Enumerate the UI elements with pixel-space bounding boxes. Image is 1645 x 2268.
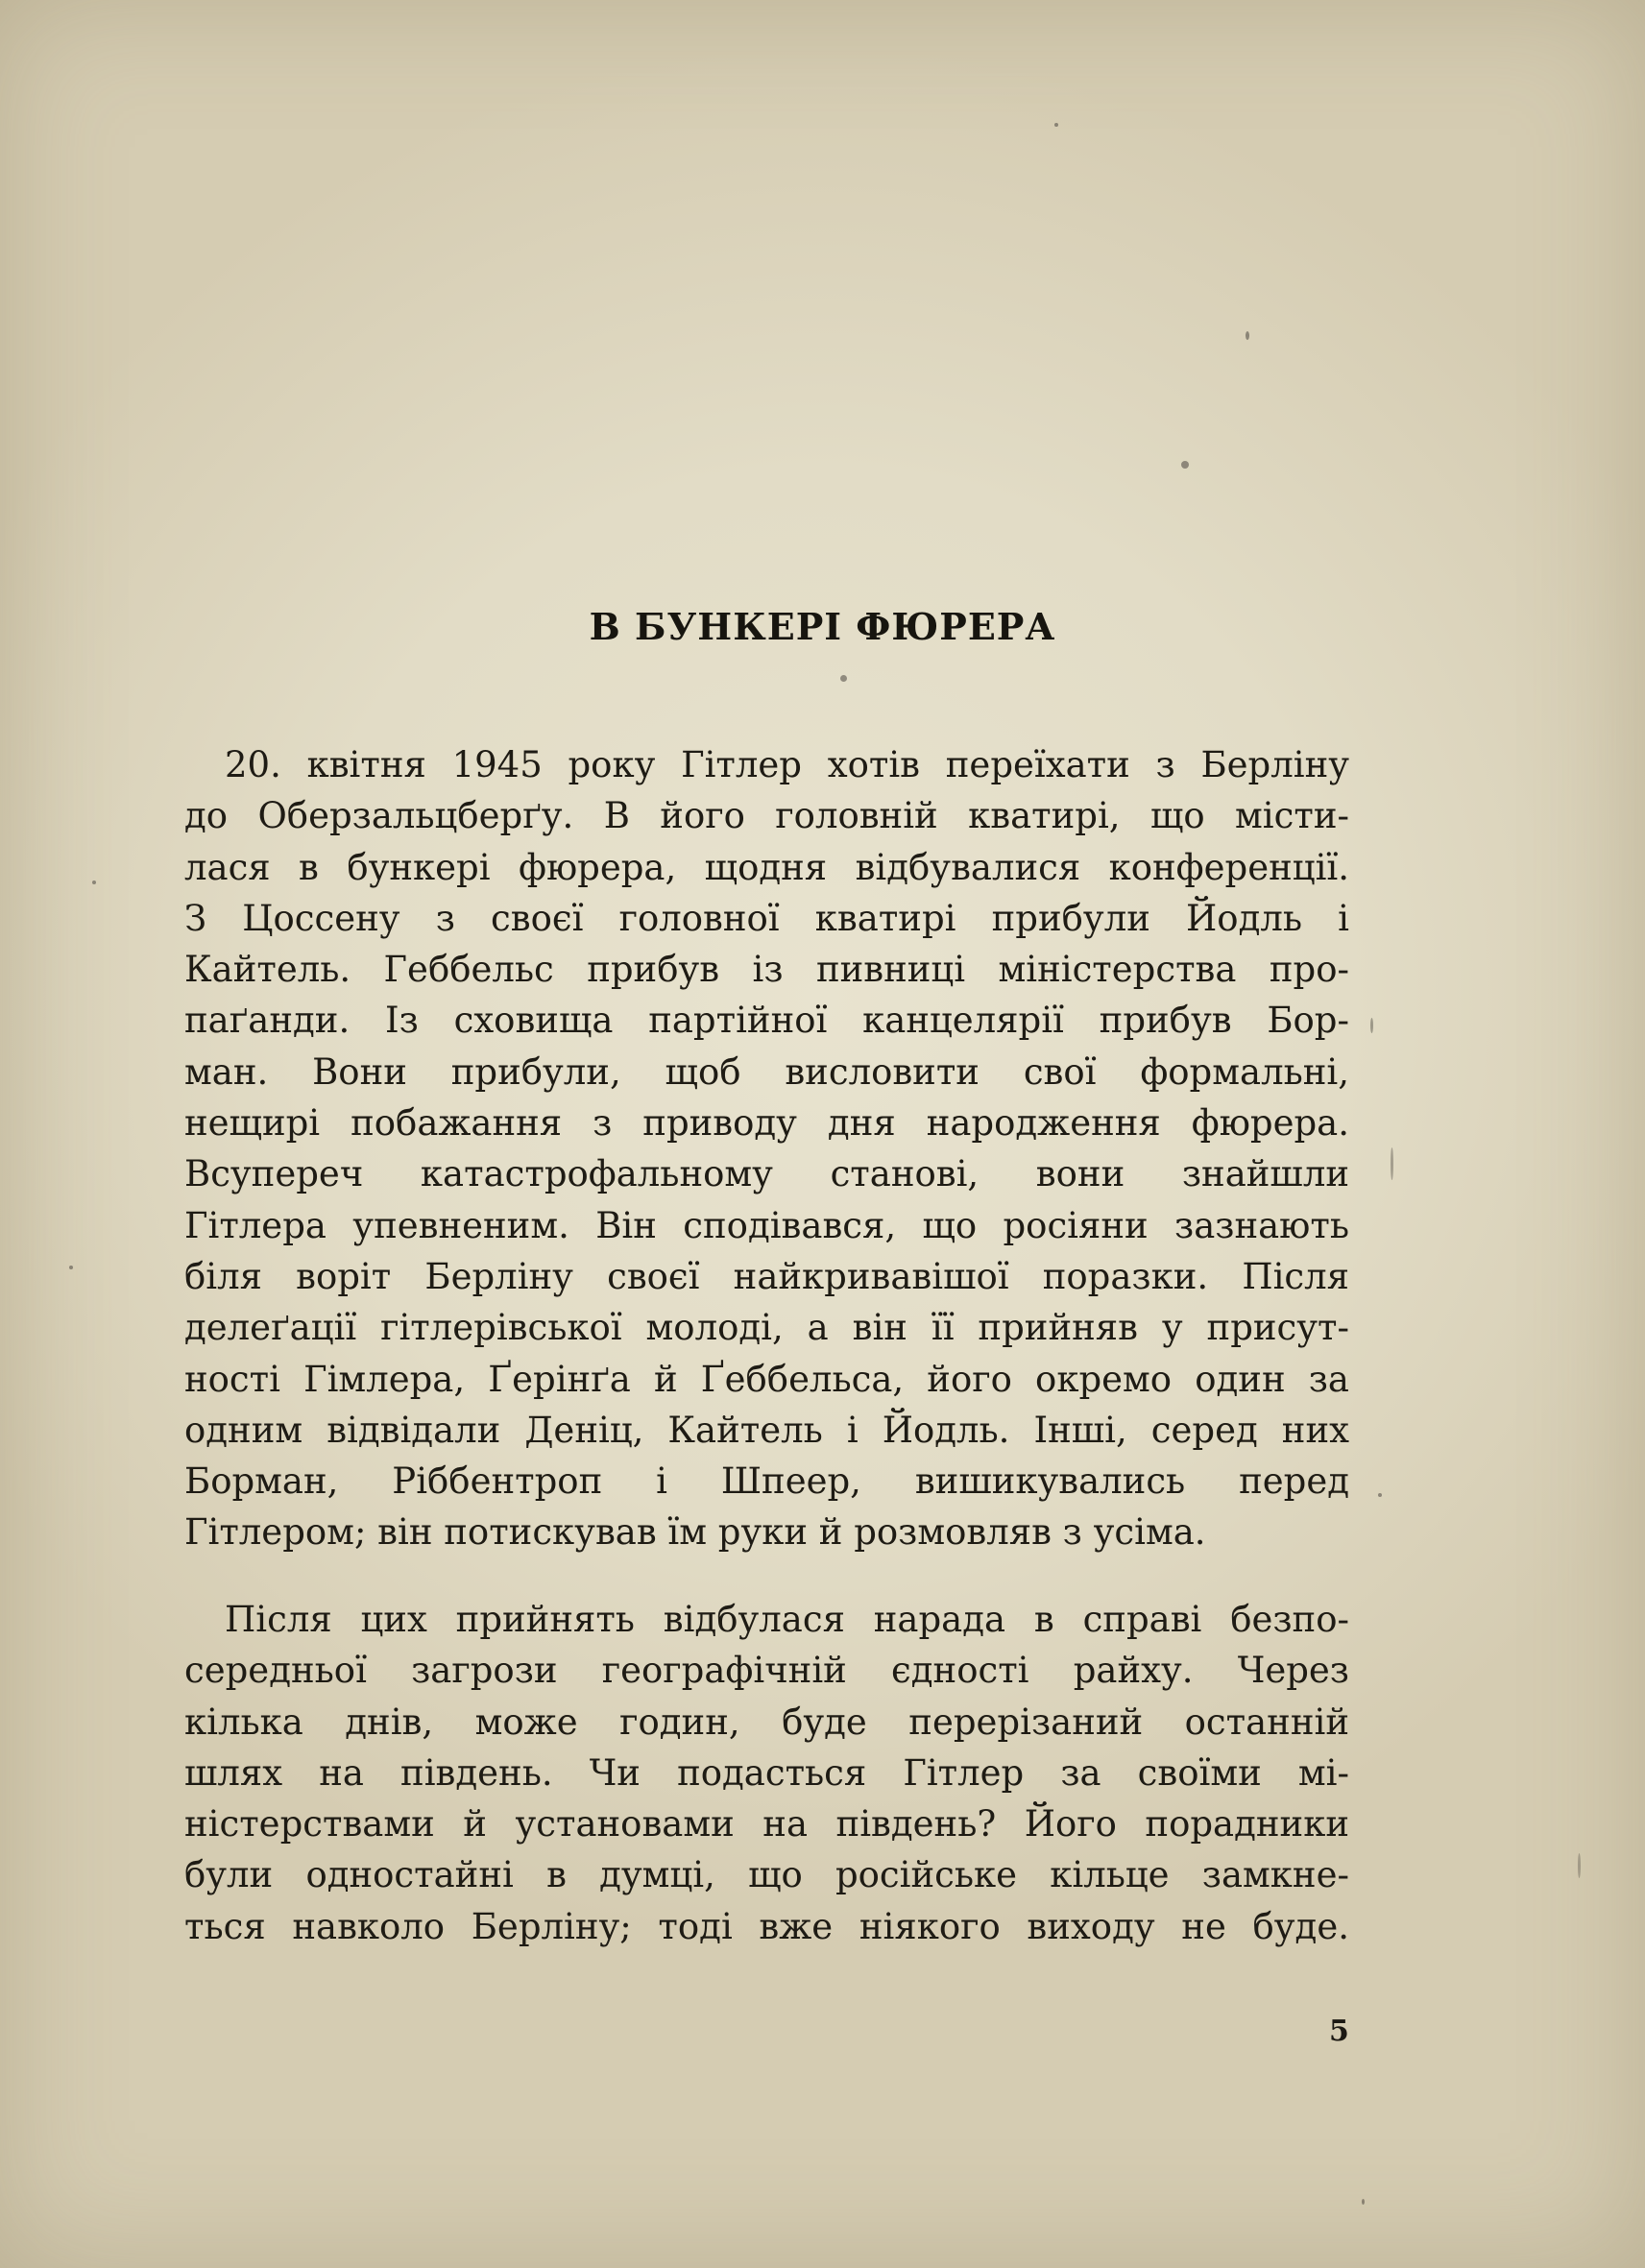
- paper-speck: [69, 1266, 73, 1269]
- text-line: одним відвідали Деніц, Кайтель і Йодль. Інші, серед них: [184, 1409, 1349, 1451]
- text-line: 20. квітня 1945 року Гітлер хотів переїхати з Берліну: [225, 744, 1349, 785]
- paper-speck: [1370, 1018, 1373, 1033]
- text-line: Гітлера упевненим. Він сподівався, що росіяни зазнають: [184, 1204, 1349, 1246]
- chapter-title: В БУНКЕРІ ФЮРЕРА: [589, 605, 1056, 648]
- paper-speck: [1246, 331, 1249, 340]
- text-line: були одностайні в думці, що російське кільце замкне-: [184, 1854, 1349, 1896]
- paper-speck: [92, 881, 96, 884]
- paper-speck: [1362, 2199, 1365, 2205]
- text-line: Гітлером; він потискував їм руки й розмовляв з усіма.: [184, 1511, 1206, 1554]
- text-line: до Оберзальцберґу. В його головній кватирі, що місти-: [184, 795, 1349, 837]
- paper-speck: [1391, 1147, 1393, 1180]
- text-line: середньої загрози географічній єдності райху. Через: [184, 1650, 1349, 1692]
- text-line: Після цих прийнять відбулася нарада в справі безпо-: [225, 1599, 1349, 1640]
- text-line: нещирі побажання з приводу дня народження фюрера.: [184, 1102, 1349, 1145]
- text-line: ністерствами й установами на південь? Його порадники: [184, 1803, 1349, 1846]
- text-line: Кайтель. Геббельс прибув із пивниці міністерства про-: [184, 949, 1349, 991]
- text-line: Борман, Ріббентроп і Шпеер, вишикувались перед: [184, 1460, 1349, 1503]
- text-line: паґанди. Із сховища партійної канцелярії прибув Бор-: [184, 1000, 1349, 1042]
- paper-speck: [1378, 1493, 1382, 1497]
- paper-speck: [1181, 461, 1189, 469]
- text-line: З Цоссену з своєї головної кватирі прибули Йодль і: [184, 897, 1349, 939]
- text-line: ман. Вони прибули, щоб висловити свої формальні,: [184, 1050, 1349, 1093]
- paper-speck: [1578, 1853, 1581, 1878]
- paragraph-2: [184, 1594, 1349, 1952]
- text-line: біля воріт Берліну своєї найкривавішої поразки. Після: [184, 1255, 1349, 1297]
- text-line: кілька днів, може годин, буде перерізаний останній: [184, 1701, 1349, 1743]
- text-line: шлях на південь. Чи подасться Гітлер за своїми мі-: [184, 1751, 1349, 1794]
- text-line: лася в бункері фюрера, щодня відбувалися конференції.: [184, 846, 1349, 888]
- text-line: ності Гімлера, Ґерінґа й Ґеббельса, його окремо один за: [184, 1358, 1349, 1400]
- paper-speck: [840, 675, 847, 682]
- paragraph-1: [184, 739, 1349, 1558]
- text-line: делеґації гітлерівської молоді, а він її прийняв у присут-: [184, 1307, 1349, 1349]
- text-line: ться навколо Берліну; тоді вже ніякого виходу не буде.: [184, 1905, 1349, 1947]
- page-number: 5: [1329, 2015, 1349, 2048]
- text-line: Всупереч катастрофальному станові, вони знайшли: [184, 1153, 1349, 1195]
- paper-speck: [1054, 123, 1058, 127]
